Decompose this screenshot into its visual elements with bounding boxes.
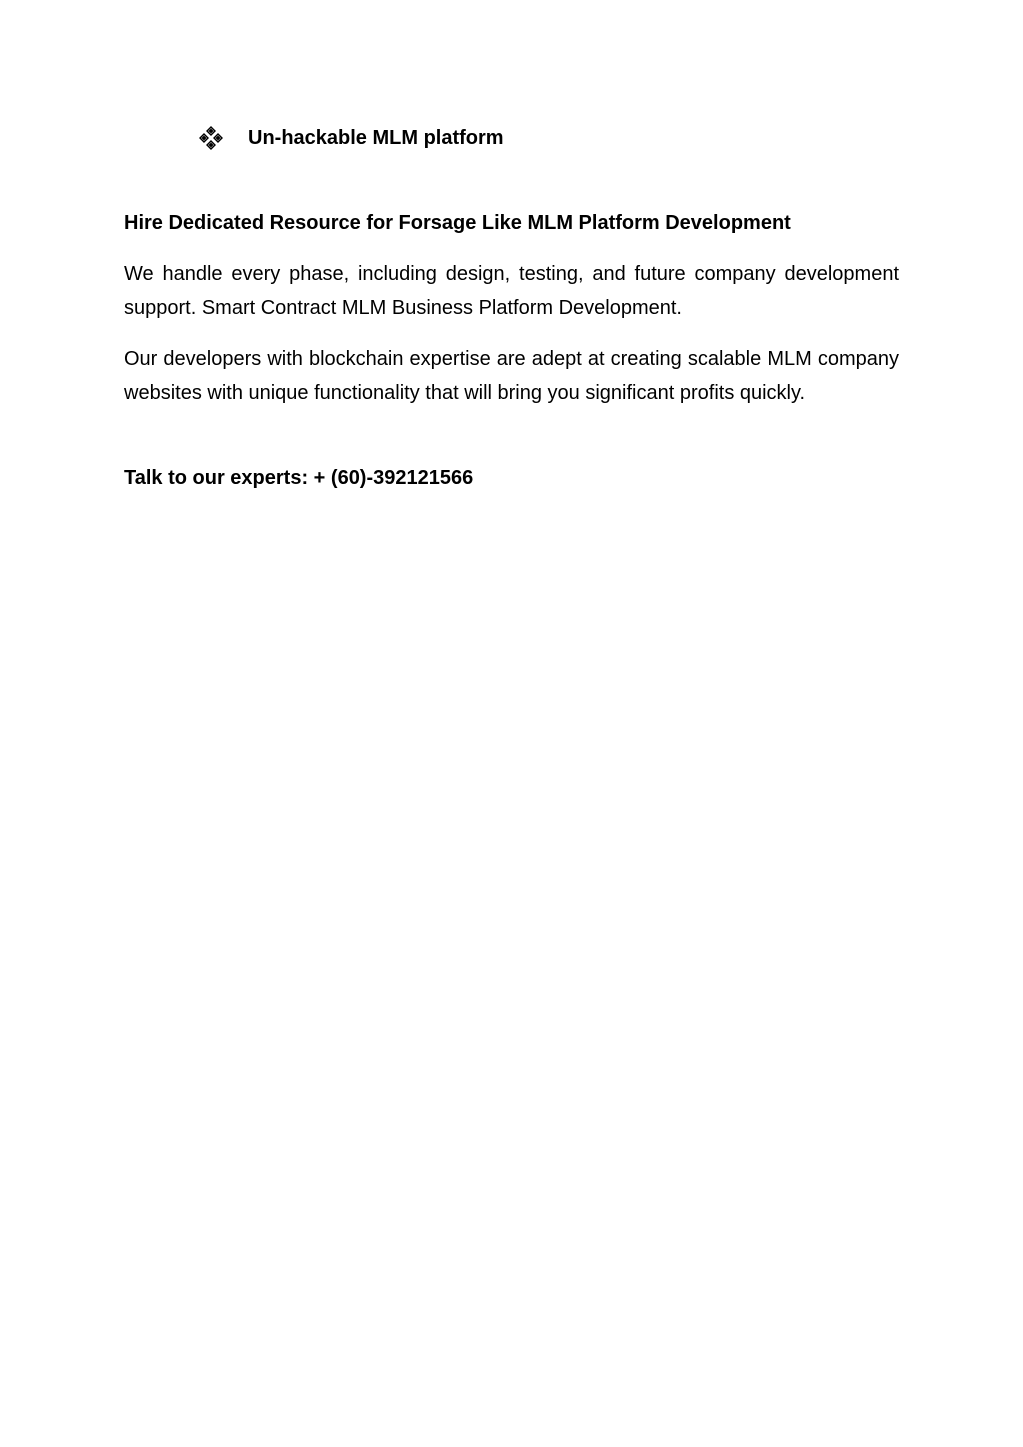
section-heading: Hire Dedicated Resource for Forsage Like MLM Platform Development bbox=[124, 212, 791, 234]
paragraph-developers-expertise: Our developers with blockchain expertise are adept at creating scalable MLM company websites with unique functionality that will bring you significant profits quickly. bbox=[124, 348, 899, 404]
bullet-item bbox=[198, 124, 504, 152]
contact-line: Talk to our experts: + (60)-392121566 bbox=[124, 467, 474, 489]
paragraph-development-phases: We handle every phase, including design, testing, and future company development support. Smart Contract MLM Business Platform Development. bbox=[124, 263, 899, 319]
bullet-text: Un-hackable MLM platform bbox=[248, 127, 504, 149]
four-diamond-bullet-icon bbox=[198, 125, 224, 151]
